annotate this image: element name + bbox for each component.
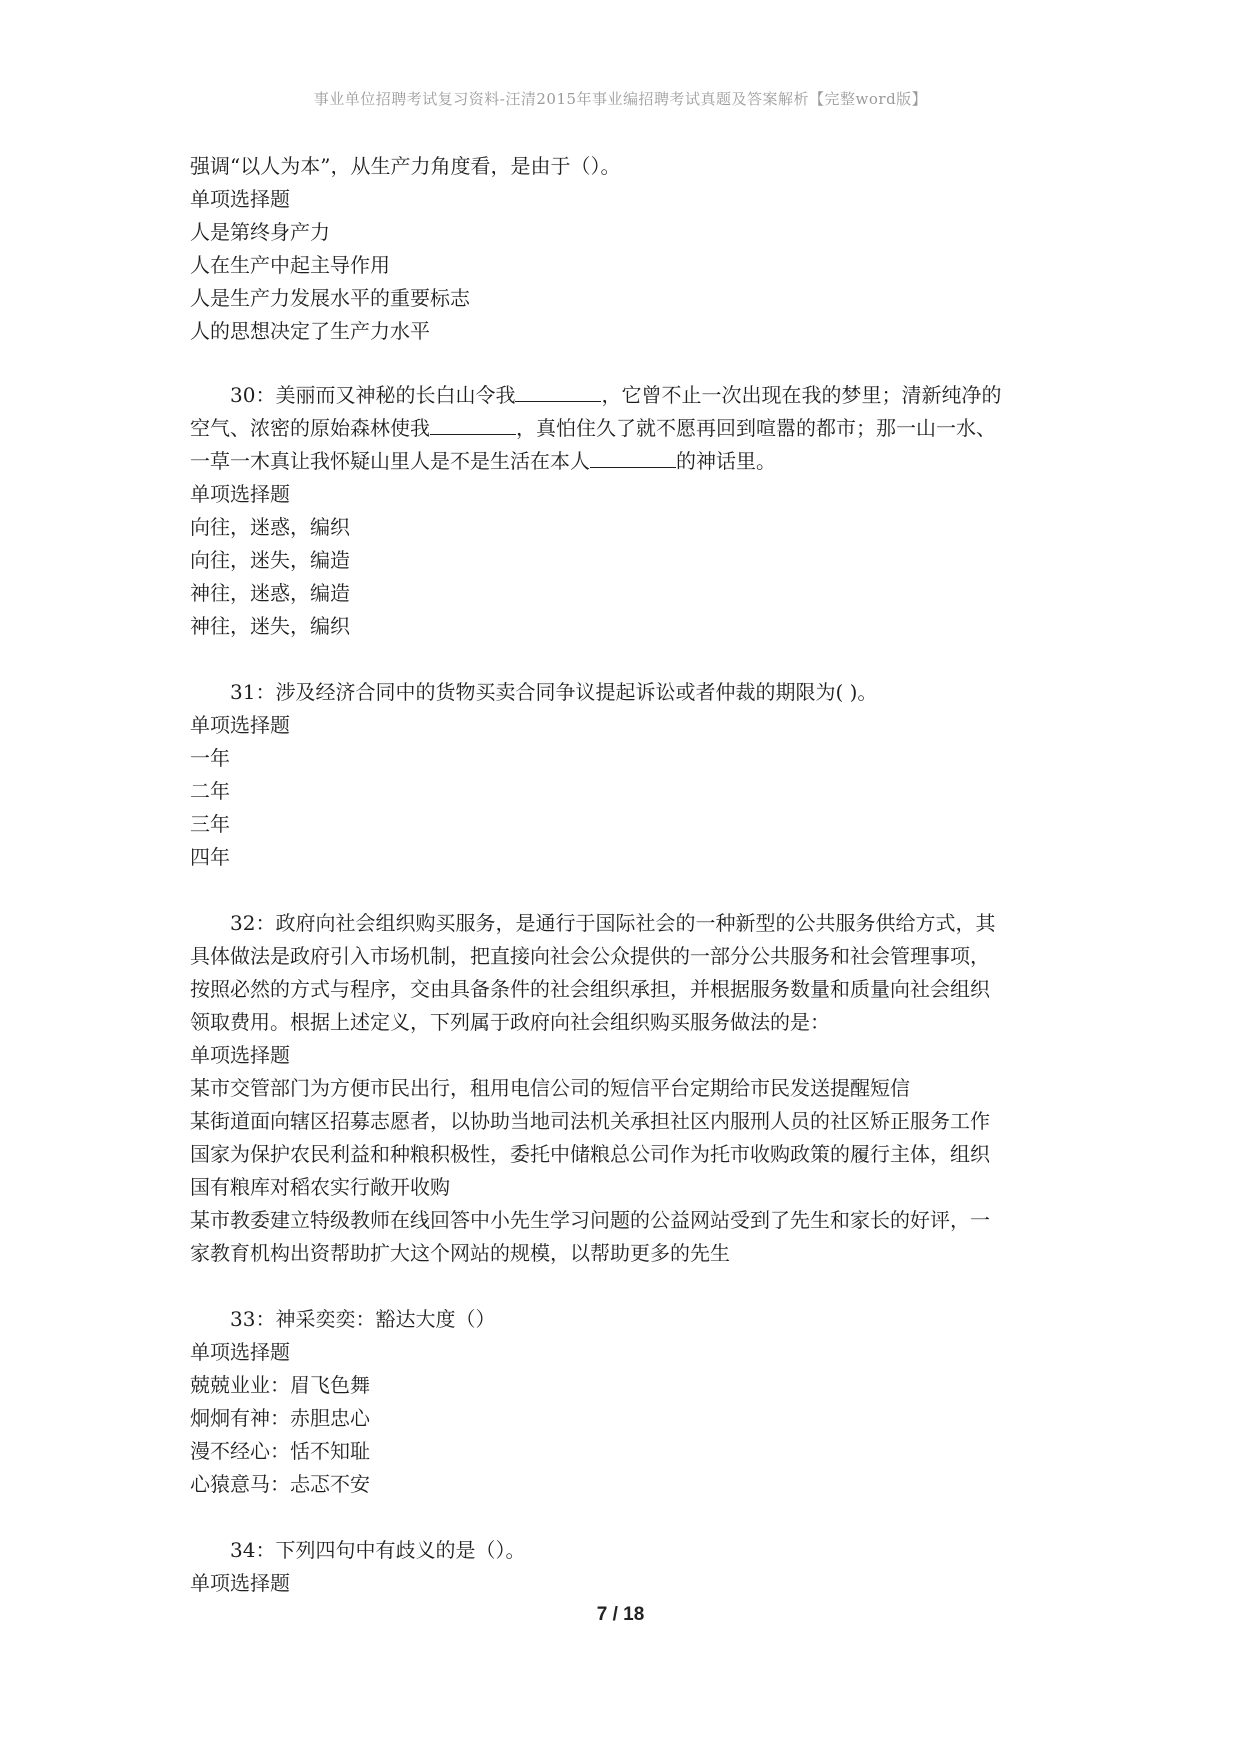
question-type: 单项选择题 <box>190 1571 290 1595</box>
option-c: 人是生产力发展水平的重要标志 <box>190 286 470 310</box>
page-number <box>0 1604 1241 1626</box>
option-b: 人在生产中起主导作用 <box>190 253 390 277</box>
option-b: 炯炯有神：赤胆忠心 <box>190 1406 370 1430</box>
option-c: 三年 <box>190 812 230 836</box>
question-carryover <box>190 150 1060 348</box>
question-32 <box>190 907 1060 1270</box>
stem-line: 领取费用。根据上述定义，下列属于政府向社会组织购买服务做法的是： <box>190 1010 830 1034</box>
question-type: 单项选择题 <box>190 1340 290 1364</box>
stem-line: 31：涉及经济合同中的货物买卖合同争议提起诉讼或者仲裁的期限为( )。 <box>230 680 878 704</box>
question-31 <box>190 676 1060 874</box>
question-stem <box>190 907 1060 1039</box>
option-d: 神往，迷失，编织 <box>190 614 350 638</box>
page-current: 7 <box>596 1604 608 1625</box>
question-stem <box>190 1534 1060 1567</box>
question-type: 单项选择题 <box>190 713 290 737</box>
question-stem: 强调“以人为本”，从生产力角度看，是由于（）。 <box>190 154 621 178</box>
stem-line: 具体做法是政府引入市场机制，把直接向社会公众提供的一部分公共服务和社会管理事项， <box>190 944 990 968</box>
question-type: 单项选择题 <box>190 482 290 506</box>
option-c: 国家为保护农民利益和种粮积极性，委托中储粮总公司作为托市收购政策的履行主体，组织 国有粮库对稻农实行敞开收购 <box>190 1142 990 1199</box>
option-a: 某市交管部门为方便市民出行，租用电信公司的短信平台定期给市民发送提醒短信 <box>190 1076 910 1100</box>
question-34 <box>190 1534 1060 1600</box>
question-type: 单项选择题 <box>190 187 290 211</box>
fill-blank <box>515 381 601 402</box>
stem-line: 34：下列四句中有歧义的是（）。 <box>230 1538 526 1562</box>
stem-line: 一草一木真让我怀疑山里人是不是生活在本人 的神话里。 <box>190 449 776 473</box>
option-a: 人是第终身产力 <box>190 220 330 244</box>
page-total: 18 <box>623 1604 645 1625</box>
question-stem <box>190 676 1060 709</box>
question-number: 34： <box>230 1538 276 1562</box>
page-content <box>190 150 1060 1633</box>
question-33 <box>190 1303 1060 1501</box>
option-d: 四年 <box>190 845 230 869</box>
running-header: 事业单位招聘考试复习资料-汪清2015年事业编招聘考试真题及答案解析【完整word版】 <box>313 90 928 108</box>
option-c: 神往，迷惑，编造 <box>190 581 350 605</box>
option-a: 兢兢业业：眉飞色舞 <box>190 1373 370 1397</box>
question-30 <box>190 379 1060 643</box>
option-b: 二年 <box>190 779 230 803</box>
option-d: 心猿意马：忐忑不安 <box>190 1472 370 1496</box>
question-number: 32： <box>230 911 276 935</box>
stem-line: 32：政府向社会组织购买服务，是通行于国际社会的一种新型的公共服务供给方式，其 <box>230 911 996 935</box>
stem-line: 按照必然的方式与程序，交由具备条件的社会组织承担，并根据服务数量和质量向社会组织 <box>190 977 990 1001</box>
stem-line: 33：神采奕奕：豁达大度（） <box>230 1307 496 1331</box>
option-d: 人的思想决定了生产力水平 <box>190 319 430 343</box>
option-a: 向往，迷惑，编织 <box>190 515 350 539</box>
option-c: 漫不经心：恬不知耻 <box>190 1439 370 1463</box>
question-number: 33： <box>230 1307 276 1331</box>
option-d: 某市教委建立特级教师在线回答中小先生学习问题的公益网站受到了先生和家长的好评，一 家教育机构出资帮助扩大这个网站的规模，以帮助更多的先生 <box>190 1208 990 1265</box>
question-number: 31： <box>230 680 276 704</box>
option-b: 向往，迷失，编造 <box>190 548 350 572</box>
question-stem <box>190 1303 1060 1336</box>
page-separator: / <box>607 1604 624 1625</box>
option-b: 某街道面向辖区招募志愿者，以协助当地司法机关承担社区内服刑人员的社区矫正服务工作 <box>190 1109 990 1133</box>
option-a: 一年 <box>190 746 230 770</box>
question-stem <box>190 379 1060 478</box>
stem-line: 空气、浓密的原始森林使我 ，真怕住久了就不愿再回到喧嚣的都市；那一山一水、 <box>190 416 996 440</box>
question-number: 30： <box>230 383 276 407</box>
fill-blank <box>430 414 516 435</box>
stem-line: 30：美丽而又神秘的长白山令我 ，它曾不止一次出现在我的梦里；清新纯净的 <box>230 383 1002 407</box>
question-type: 单项选择题 <box>190 1043 290 1067</box>
fill-blank <box>590 447 676 468</box>
